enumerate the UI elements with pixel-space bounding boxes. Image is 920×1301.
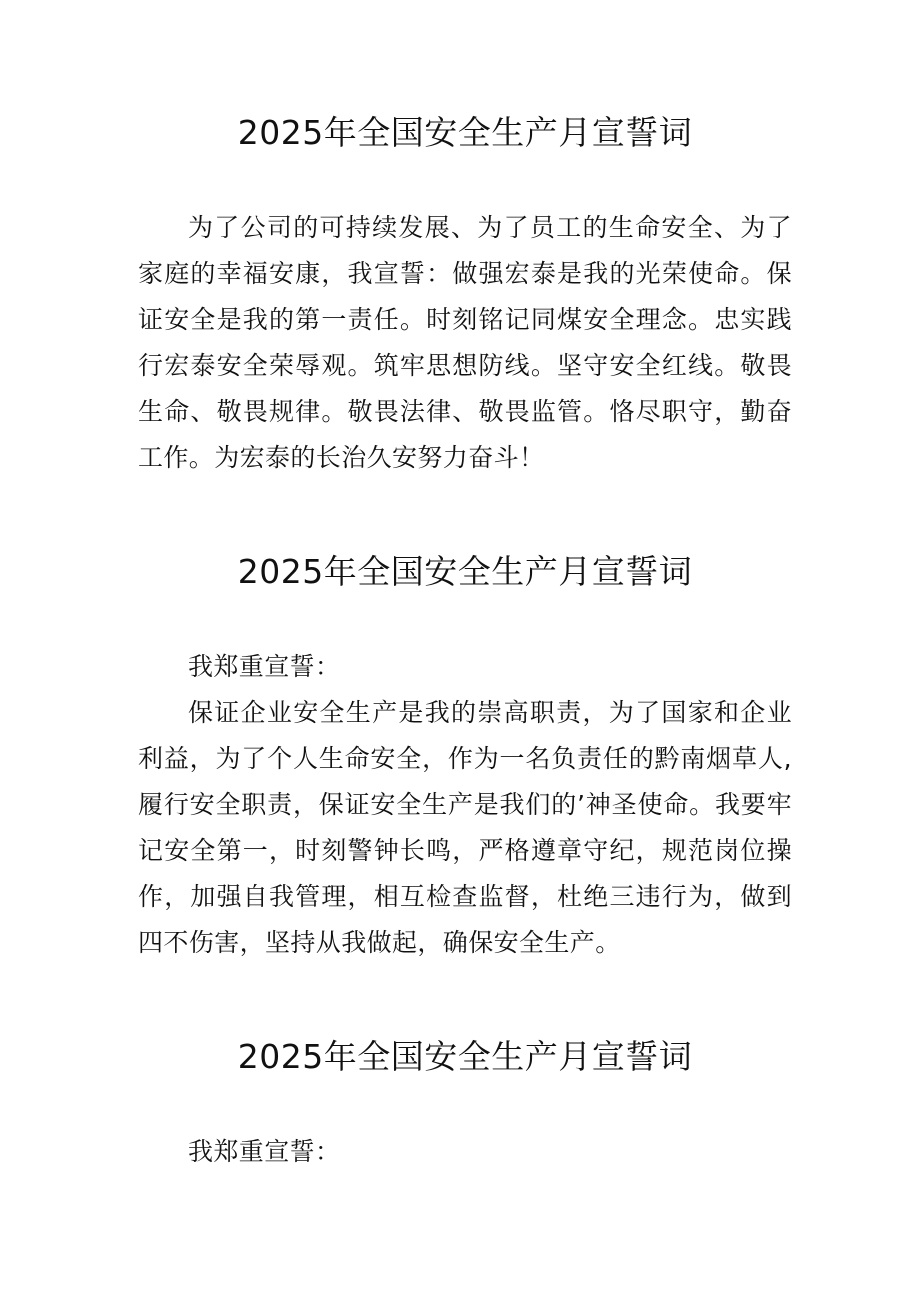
section-title: 2025年全国安全生产月宣誓词 — [237, 113, 693, 152]
pledge-section-3 — [138, 1037, 792, 1175]
pledge-section-1 — [138, 113, 792, 481]
section-title: 2025年全国安全生产月宣誓词 — [237, 552, 693, 591]
section-title: 2025年全国安全生产月宣誓词 — [237, 1037, 693, 1076]
pledge-opening-line: 我郑重宣誓： — [188, 1137, 341, 1166]
pledge-paragraph: 为了公司的可持续发展、为了员工的生命安全、为了家庭的幸福安康，我宣誓：做强宏泰是我的光荣使命。保证安全是我的第一责任。时刻铭记同煤安全理念。忠实践行宏泰安全荣辱观。筑牢思想防线。坚守安全红线。敬畏生命、敬畏规律。敬畏法律、敬畏监管。恪尽职守，勤奋工作。为宏泰的长治久安努力奋斗！ — [138, 213, 792, 472]
pledge-section-2 — [138, 552, 792, 966]
pledge-paragraph: 保证企业安全生产是我的崇高职责，为了国家和企业利益，为了个人生命安全，作为一名负责任的黔南烟草人,履行安全职责，保证安全生产是我们的’神圣使命。我要牢记安全第一，时刻警钟长鸣，严格遵章守纪，规范岗位操作，加强自我管理，相互检查监督，杜绝三违行为，做到四不伤害，坚持从我做起，确保安全生产。 — [138, 698, 792, 957]
pledge-opening-line: 我郑重宣誓： — [188, 652, 341, 681]
